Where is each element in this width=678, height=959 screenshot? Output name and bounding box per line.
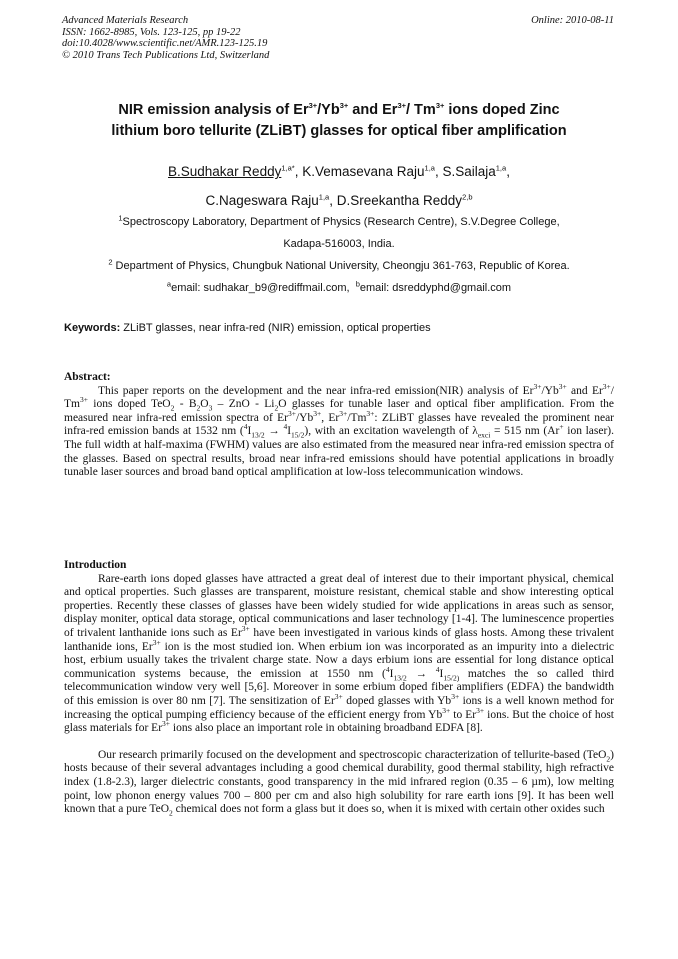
introduction-paragraph-1: Rare-earth ions doped glasses have attracted a great deal of interest due to their important physical, chemical and optical properties. Such glasses are transparent, moisture resistant, chemical stable and show interesting optical properties. Recently these classes of glasses have been widely studied for wide applications in areas such as sensor, display moniter, optical data storage, optical communications and laser technology [1-4]. The luminescence properties of trivalent lanthanide ions such as $Er^{3+}$ have been investigated in various kinds of glass hosts. Among these trivalent lanthanide ions, $Er^{3+}$ ion is the most studied ion. When erbium ion was incorporated as an impurity into a dielectric host, erbium usually takes the trivalent charge state. Now a days erbium ions are essential for long distance optical communication systems because, the emission at 1550 nm ($^4I_{13/2} \to ^4I_{15/2)}$ matches the so called third telecommunication window very well [5,6]. Moreover in some erbium doped fiber amplifiers (EDFA) the bandwidth of this emission is over 80 nm [7]. The sensitization of $Er^{3+}$ doped glasses with $Yb^{3+}$ ions is a well known method for increasing the optical pumping efficiency because of the efficient energy from $Yb^{3+}$ to $Er^{3+}$ ions. But the choice of host glass materials for $Er^{3+}$ ions also place an important role in obtaining broadband EDFA [8]. [64,572,615,735]
title-line-1: NIR emission analysis of $Er^{3+}/Yb^{3+}$ and $Er^{3+}/$ $Tm^{3+}$ ions doped Zinc [118,101,560,118]
journal-header [62,15,269,61]
issn-line: ISSN: 1662-8985, Vols. 123-125, pp 19-22 [62,26,241,38]
email-line: $^a$email: sudhakar_b9@rediffmail.com, $^b$email: dsreddyphd@gmail.com [166,279,512,294]
affiliation-1-city: Kadapa-516003, India. [283,238,395,250]
keywords [64,322,616,334]
author-list [60,157,618,215]
introduction-heading: Introduction [64,559,127,571]
affiliation-2: $^2$ Department of Physics, Chungbuk National University, Cheongju 361-763, Republic of Korea. [108,257,570,272]
email-a: email: sudhakar_b9@rediffmail.com, [171,282,350,294]
online-date: Online: 2010-08-11 [531,15,614,26]
doi-line: doi:10.4028/www.scientific.net/AMR.123-125.19 [62,38,268,49]
author-line-1: B.Sudhakar Reddy$^{1,a*}$, K.Vemasevana Raju$^{1,a}$, S.Sailaja$^{1,a}$, [168,163,510,179]
paper-title [60,100,618,142]
affiliation-1: $^1$Spectroscopy Laboratory, Department of Physics (Research Centre), S.V.Degree College, [118,213,560,228]
email-b: email: dsreddyphd@gmail.com [359,282,512,294]
author-line-2: C.Nageswara Raju$^{1,a}$, D.Sreekantha Reddy$^{2,b}$ [205,192,473,208]
introduction-paragraph-2: Our research primarily focused on the development and spectroscopic characterization of tellurite-based (TeO$_2$) hosts because of their several advantages including a good chemical durability, good thermal stability, high refractive index (1.8-2.3), larger dielectric constants, good transparency in the mid infrared region (0.35 – 6 µm), low melting point, low phonon energy values 700 – 800 per cm and also high solubility for rare earth ions [9]. It has been well known that a pure TeO$_2$ chemical does not form a glass but it does so, when it is mixed with certain other oxides such [64,748,614,818]
journal-name: Advanced Materials Research [62,15,189,26]
corresponding-author: B.Sudhakar Reddy [168,164,282,179]
abstract-text: This paper reports on the development and the near infra-red emission(NIR) analysis of $Er^{3+}/Yb^{3+}$ and $Er^{3+}/$ $Tm^{3+}$ ions doped $TeO_2 - B_2O_3$ – ZnO - $Li_2O$ glasses for tunable laser and optical fiber amplification. From the measured near infra-red emission spectra of $Er^{3+}/Yb^{3+}$, $Er^{3+}/Tm^{3+}$: ZLiBT glasses have revealed the prominent near infra-red emission bands at 1532 nm $(^4I_{13/2} \to ^4I_{15/2})$, with an excitation wavelength of $\lambda_{exci} = 515$ nm (Ar+ ion laser). The full width at half-maxima (FWHM) values are also estimated from the measured near infra-red emission spectra of the glasses. Based on spectral results, broad near infra-red emissions should have potential applications in broadly tunable laser sources and broad band optical amplification at low-loss telecommunication windows. [64,381,615,479]
abstract-heading: Abstract: [64,371,111,383]
abstract-section [64,371,614,480]
copyright-line: © 2010 Trans Tech Publications Ltd, Switzerland [62,49,270,61]
keywords-text: ZLiBT glasses, near infra-red (NIR) emission, optical properties [120,322,431,334]
title-line-2: lithium boro tellurite (ZLiBT) glasses for optical fiber amplification [111,123,567,139]
keywords-label: Keywords: [64,322,121,334]
introduction-section [64,559,614,817]
